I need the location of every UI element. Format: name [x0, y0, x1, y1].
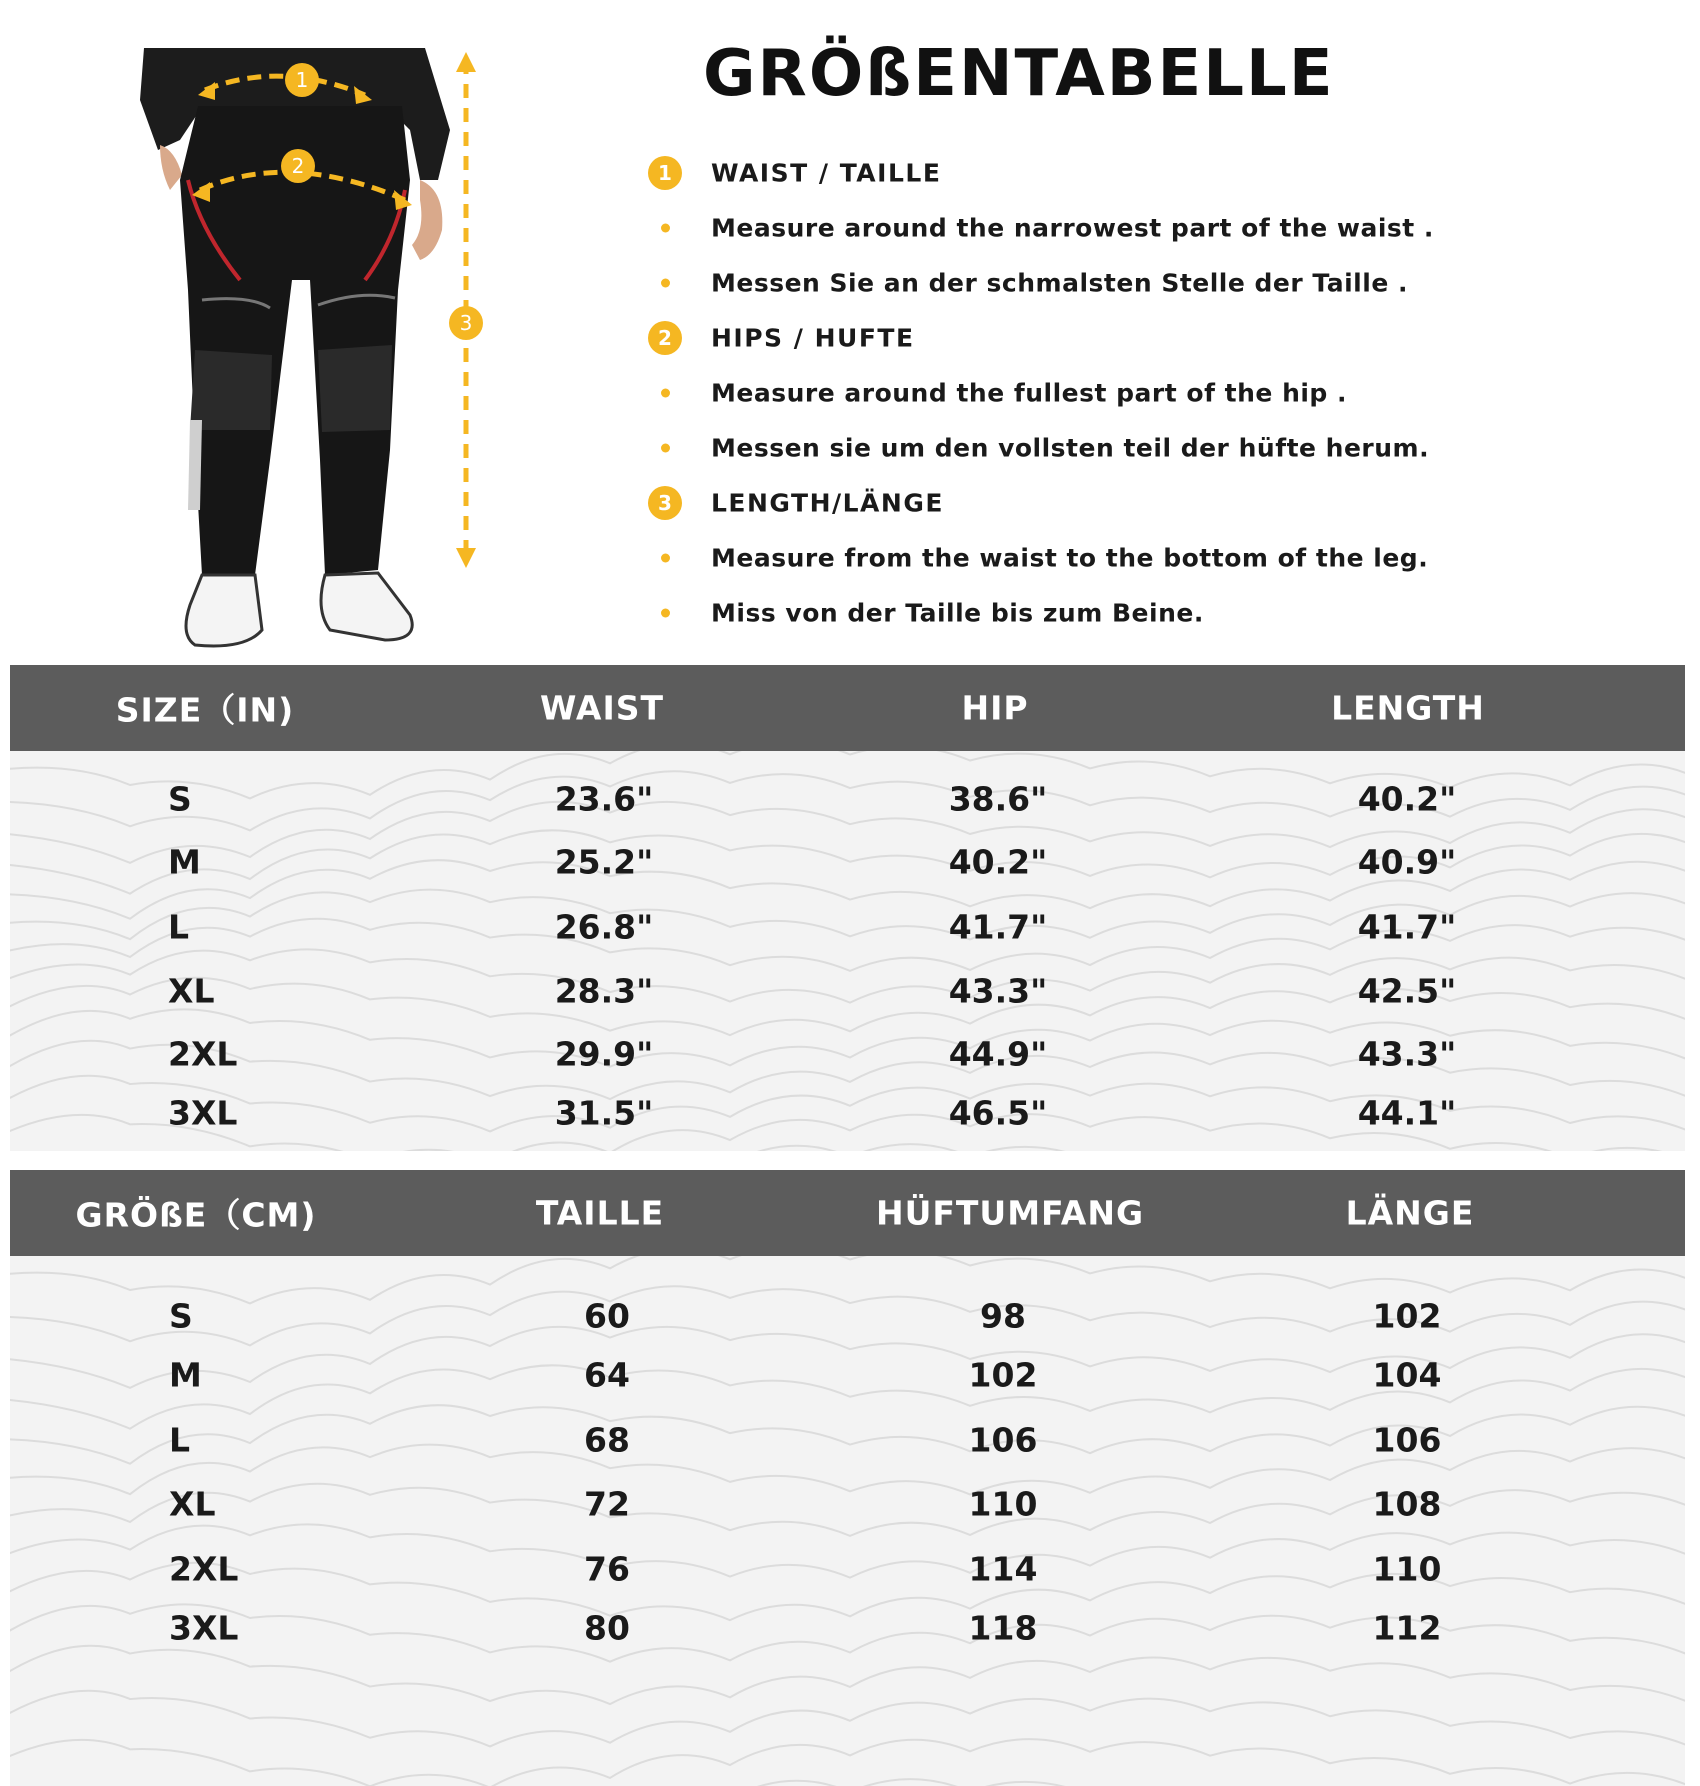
- size-label: L: [169, 1420, 191, 1460]
- measurement-cell: 98: [980, 1296, 1026, 1336]
- left-hand: [160, 145, 182, 190]
- length-arrow-head-top: [456, 52, 476, 72]
- measurement-cell: 60: [584, 1296, 630, 1336]
- measurement-cell: 43.3": [1357, 1034, 1457, 1074]
- table-row: [10, 837, 1685, 887]
- guide-heading: [648, 310, 1648, 365]
- pants-illustration: [120, 40, 520, 670]
- measurement-cell: 118: [968, 1608, 1038, 1648]
- guide-text: Measure around the fullest part of the hip .: [711, 378, 1348, 407]
- guide-text: Miss von der Taille bis zum Beine.: [711, 598, 1204, 627]
- table-row: [10, 1088, 1685, 1138]
- contour-line: [10, 1646, 1685, 1708]
- size-label: S: [169, 1296, 193, 1336]
- measurement-cell: 40.2": [1357, 779, 1457, 819]
- table-row: [10, 902, 1685, 952]
- guide-heading: [648, 145, 1648, 200]
- table-row: [10, 1029, 1685, 1079]
- column-header: GRÖßE（CM): [75, 1195, 317, 1235]
- column-header: LENGTH: [1331, 688, 1485, 728]
- contour-line: [10, 1779, 1685, 1786]
- table-header-cm: [10, 1170, 1685, 1256]
- measurement-cell: 114: [968, 1549, 1038, 1589]
- measurement-cell: 110: [1372, 1549, 1442, 1589]
- measurement-cell: 23.6": [554, 779, 654, 819]
- bullet-dot-icon: [661, 608, 670, 617]
- table-body-cm: [10, 1256, 1685, 1786]
- length-arrow-head-bottom: [456, 548, 476, 568]
- marker-1-label: 1: [295, 68, 309, 92]
- pants-figure: [120, 40, 520, 670]
- guide-bullet: [648, 585, 1648, 640]
- right-shoe: [321, 573, 412, 640]
- table-row: [10, 1479, 1685, 1529]
- number-badge: 3: [648, 486, 682, 520]
- right-knee-panel: [318, 345, 392, 432]
- measurement-cell: 31.5": [554, 1093, 654, 1133]
- table-row: [10, 966, 1685, 1016]
- measurement-cell: 44.9": [948, 1034, 1048, 1074]
- measurement-cell: 106: [968, 1420, 1038, 1460]
- table-row: [10, 1415, 1685, 1465]
- measurement-cell: 40.9": [1357, 842, 1457, 882]
- measurement-cell: 41.7": [1357, 907, 1457, 947]
- guide-text: Measure from the waist to the bottom of the leg.: [711, 543, 1429, 572]
- size-table-cm: [10, 1170, 1685, 1786]
- column-header: LÄNGE: [1345, 1193, 1475, 1233]
- measurement-cell: 26.8": [554, 907, 654, 947]
- measurement-cell: 38.6": [948, 779, 1048, 819]
- marker-3-label: 3: [459, 311, 473, 335]
- size-label: M: [168, 842, 201, 882]
- table-row: [10, 1291, 1685, 1341]
- guide-bullet: [648, 365, 1648, 420]
- guide-bullet: [648, 530, 1648, 585]
- table-row: [10, 1350, 1685, 1400]
- measurement-cell: 104: [1372, 1355, 1442, 1395]
- left-shoe: [186, 575, 262, 646]
- measurement-cell: 28.3": [554, 971, 654, 1011]
- measurement-guide: [648, 145, 1648, 640]
- left-knee-panel: [190, 350, 272, 430]
- bullet-dot-icon: [661, 553, 670, 562]
- measurement-cell: 64: [584, 1355, 630, 1395]
- measurement-cell: 102: [1372, 1296, 1442, 1336]
- table-row: [10, 774, 1685, 824]
- size-label: L: [168, 907, 190, 947]
- measurement-cell: 43.3": [948, 971, 1048, 1011]
- guide-text: LENGTH/LÄNGE: [711, 488, 944, 517]
- measurement-cell: 108: [1372, 1484, 1442, 1524]
- guide-text: WAIST / TAILLE: [711, 158, 942, 187]
- contour-line: [10, 1691, 1685, 1747]
- right-hand: [412, 180, 442, 260]
- reflective-strip: [188, 420, 202, 510]
- measurement-cell: 25.2": [554, 842, 654, 882]
- table-header-inches: [10, 665, 1685, 751]
- column-header: HIP: [961, 688, 1029, 728]
- measurement-cell: 44.1": [1357, 1093, 1457, 1133]
- measurement-cell: 80: [584, 1608, 630, 1648]
- column-header: HÜFTUMFANG: [875, 1193, 1145, 1233]
- size-label: S: [168, 779, 192, 819]
- size-label: 3XL: [168, 1093, 238, 1133]
- bullet-dot-icon: [661, 278, 670, 287]
- column-header: WAIST: [539, 688, 665, 728]
- table-body-inches: [10, 751, 1685, 1151]
- guide-text: Measure around the narrowest part of the waist .: [711, 213, 1434, 242]
- size-label: 3XL: [169, 1608, 239, 1648]
- measurement-cell: 112: [1372, 1608, 1442, 1648]
- table-row: [10, 1544, 1685, 1594]
- measurement-cell: 76: [584, 1549, 630, 1589]
- measurement-cell: 110: [968, 1484, 1038, 1524]
- guide-text: Messen sie um den vollsten teil der hüfte herum.: [711, 433, 1430, 462]
- size-label: 2XL: [169, 1549, 239, 1589]
- marker-2-label: 2: [291, 154, 305, 178]
- bullet-dot-icon: [661, 443, 670, 452]
- measurement-cell: 102: [968, 1355, 1038, 1395]
- guide-bullet: [648, 255, 1648, 310]
- size-table-inches: [10, 665, 1685, 1151]
- measurement-cell: 106: [1372, 1420, 1442, 1460]
- table-row: [10, 1603, 1685, 1653]
- guide-text: Messen Sie an der schmalsten Stelle der Taille .: [711, 268, 1408, 297]
- guide-heading: [648, 475, 1648, 530]
- size-label: 2XL: [168, 1034, 238, 1074]
- guide-text: HIPS / HUFTE: [711, 323, 915, 352]
- page-title: GRÖßENTABELLE: [703, 37, 1335, 111]
- size-label: XL: [168, 971, 215, 1011]
- measurement-cell: 68: [584, 1420, 630, 1460]
- size-label: XL: [169, 1484, 216, 1524]
- column-header: SIZE（IN): [115, 690, 295, 730]
- measurement-cell: 72: [584, 1484, 630, 1524]
- measurement-cell: 46.5": [948, 1093, 1048, 1133]
- measurement-cell: 40.2": [948, 842, 1048, 882]
- guide-bullet: [648, 420, 1648, 475]
- bullet-dot-icon: [661, 388, 670, 397]
- size-label: M: [169, 1355, 202, 1395]
- guide-bullet: [648, 200, 1648, 255]
- column-header: TAILLE: [535, 1193, 665, 1233]
- measurement-cell: 41.7": [948, 907, 1048, 947]
- number-badge: 2: [648, 321, 682, 355]
- measurement-cell: 42.5": [1357, 971, 1457, 1011]
- bullet-dot-icon: [661, 223, 670, 232]
- contour-line: [10, 1739, 1685, 1786]
- number-badge: 1: [648, 156, 682, 190]
- measurement-cell: 29.9": [554, 1034, 654, 1074]
